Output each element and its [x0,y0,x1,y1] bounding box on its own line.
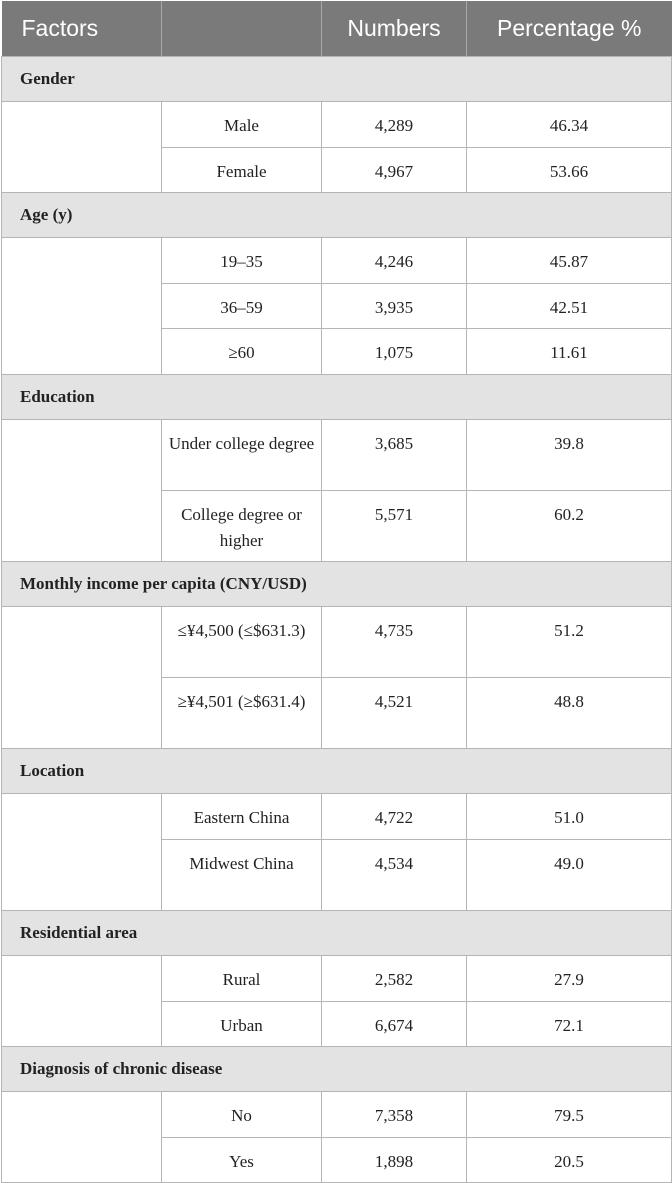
row-label: 36–59 [162,284,322,329]
row-percent: 39.8 [467,420,672,491]
row-label: ≥¥4,501 (≥$631.4) [162,678,322,749]
header-factors: Factors [2,1,162,57]
empty-factor-cell [2,420,162,562]
row-number: 4,722 [322,794,467,840]
demographics-table [1,1,672,1183]
section-row-residential [2,911,672,956]
section-row-gender [2,57,672,102]
section-row-chronic-disease [2,1047,672,1092]
header-blank [162,1,322,57]
empty-factor-cell [2,102,162,193]
table-row [2,238,672,284]
row-percent: 60.2 [467,491,672,562]
table-row [2,102,672,148]
header-numbers: Numbers [322,1,467,57]
row-label: Rural [162,956,322,1002]
row-percent: 53.66 [467,148,672,193]
row-number: 2,582 [322,956,467,1002]
row-number: 4,521 [322,678,467,749]
table-row [2,794,672,840]
row-label: Urban [162,1002,322,1047]
row-label: Midwest China [162,840,322,911]
row-label: ≥60 [162,329,322,375]
section-row-education [2,375,672,420]
row-percent: 27.9 [467,956,672,1002]
table-row [2,607,672,678]
row-label: Female [162,148,322,193]
row-number: 1,898 [322,1138,467,1183]
row-percent: 11.61 [467,329,672,375]
section-title: Location [2,749,672,794]
section-title: Gender [2,57,672,102]
row-percent: 20.5 [467,1138,672,1183]
row-number: 4,246 [322,238,467,284]
row-label: Male [162,102,322,148]
section-title: Education [2,375,672,420]
row-number: 1,075 [322,329,467,375]
row-percent: 51.0 [467,794,672,840]
row-number: 4,534 [322,840,467,911]
row-number: 6,674 [322,1002,467,1047]
row-label: ≤¥4,500 (≤$631.3) [162,607,322,678]
section-row-age [2,193,672,238]
section-title: Monthly income per capita (CNY/USD) [2,562,672,607]
row-percent: 72.1 [467,1002,672,1047]
row-label: Eastern China [162,794,322,840]
header-percentage: Percentage % [467,1,672,57]
row-number: 5,571 [322,491,467,562]
table-row [2,1092,672,1138]
section-title: Residential area [2,911,672,956]
row-label: Yes [162,1138,322,1183]
section-row-income [2,562,672,607]
row-percent: 42.51 [467,284,672,329]
section-row-location [2,749,672,794]
section-title: Age (y) [2,193,672,238]
row-label: No [162,1092,322,1138]
table-row [2,956,672,1002]
row-percent: 51.2 [467,607,672,678]
row-label: Under college degree [162,420,322,491]
section-title: Diagnosis of chronic disease [2,1047,672,1092]
row-number: 3,685 [322,420,467,491]
empty-factor-cell [2,238,162,375]
table-row [2,420,672,491]
empty-factor-cell [2,956,162,1047]
row-number: 7,358 [322,1092,467,1138]
table-header-row [2,1,672,57]
row-number: 4,735 [322,607,467,678]
empty-factor-cell [2,1092,162,1183]
row-number: 4,289 [322,102,467,148]
row-percent: 46.34 [467,102,672,148]
empty-factor-cell [2,607,162,749]
row-percent: 45.87 [467,238,672,284]
row-number: 3,935 [322,284,467,329]
row-label: 19–35 [162,238,322,284]
row-percent: 49.0 [467,840,672,911]
row-percent: 79.5 [467,1092,672,1138]
row-label: College degree or higher [162,491,322,562]
row-number: 4,967 [322,148,467,193]
empty-factor-cell [2,794,162,911]
row-percent: 48.8 [467,678,672,749]
